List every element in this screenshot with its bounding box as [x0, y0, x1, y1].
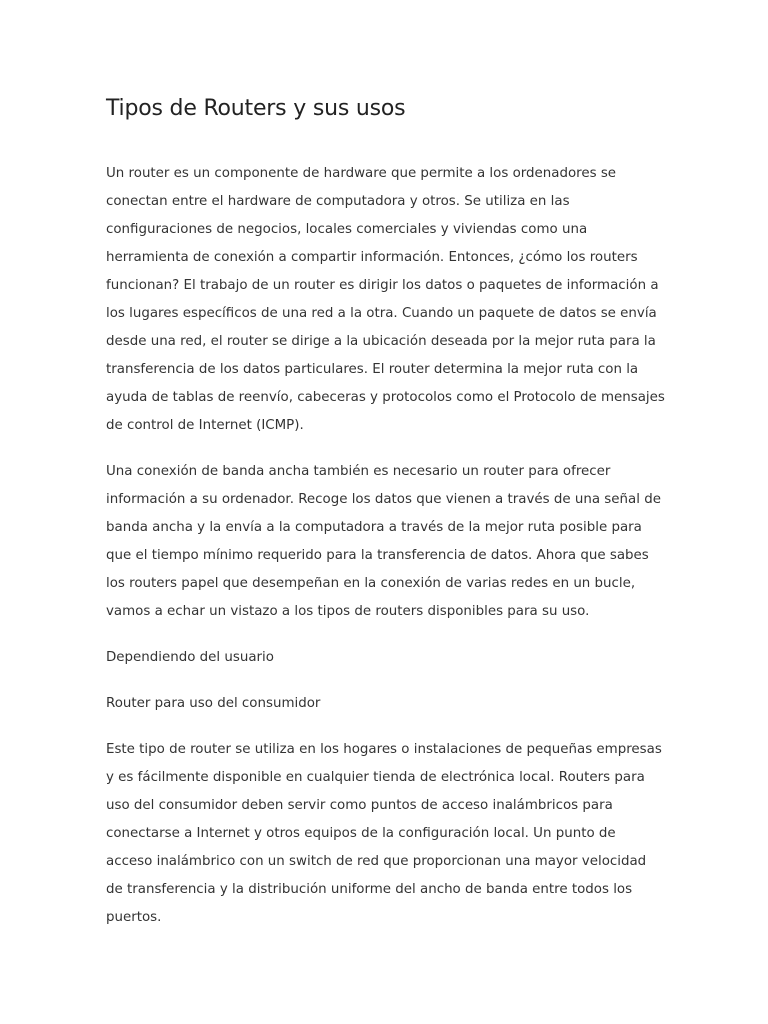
- subheading-user: Dependiendo del usuario: [106, 650, 274, 665]
- document-page: [106, 92, 666, 950]
- paragraph-intro: Un router es un componente de hardware que permite a los ordenadores se conectan entre el hardware de computadora y otros. Se utiliza en las configuraciones de negocios, locales comerciales y viviendas como una herramienta de conexión a compartir información. Entonces, ¿cómo los routers funcionan? El trabajo de un router es dirigir los datos o paquetes de información a los lugares específicos de una red a la otra. Cuando un paquete de datos se envía desde una red, el router se dirige a la ubicación deseada por la mejor ruta para la transferencia de los datos particulares. El router determina la mejor ruta con la ayuda de tablas de reenvío, cabeceras y protocolos como el Protocolo de mensajes de control de Internet (ICMP).: [106, 166, 665, 433]
- paragraph-broadband: Una conexión de banda ancha también es necesario un router para ofrecer información a su ordenador. Recoge los datos que vienen a través de una señal de banda ancha y la envía a la computadora a través de la mejor ruta posible para que el tiempo mínimo requerido para la transferencia de datos. Ahora que sabes los routers papel que desempeñan en la conexión de varias redes en un bucle, vamos a echar un vistazo a los tipos de routers disponibles para su uso.: [106, 464, 661, 619]
- paragraph-consumer-router: Este tipo de router se utiliza en los hogares o instalaciones de pequeñas empresas y es fácilmente disponible en cualquier tienda de electrónica local. Routers para uso del consumidor deben servir como puntos de acceso inalámbricos para conectarse a Internet y otros equipos de la configuración local. Un punto de acceso inalámbrico con un switch de red que proporcionan una mayor velocidad de transferencia y la distribución uniforme del ancho de banda entre todos los puertos.: [106, 742, 662, 925]
- subheading-consumer-router: Router para uso del consumidor: [106, 696, 321, 711]
- document-title: Tipos de Routers y sus usos: [106, 96, 406, 121]
